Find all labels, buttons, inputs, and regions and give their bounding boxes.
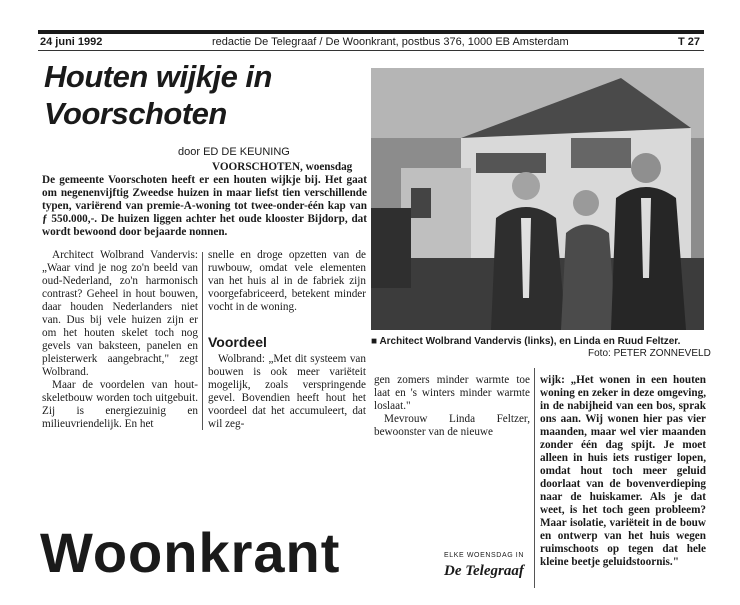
col2-paragraph: snelle en droge opzetten van de ruwbouw, omdat vele elementen van het huis al in de fabriek zijn voorgefabriceerd, betekent minder vocht in de woning. xyxy=(208,249,366,313)
title-line-1: Houten wijkje in xyxy=(44,59,272,94)
col1-paragraph: Maar de voordelen van hout-skeletbouw worden toch uitgebuit. Zij is energiezuinig en milieuvriendelijk. En het xyxy=(42,379,198,430)
page-number: T 27 xyxy=(678,36,701,48)
header-rule xyxy=(38,30,704,34)
column-divider xyxy=(534,368,535,588)
lead-paragraph xyxy=(42,161,367,239)
photo-credit: Foto: PETER ZONNEVELD xyxy=(588,348,711,359)
byline: door ED DE KEUNING xyxy=(178,146,290,158)
caption-text: ■ Architect Wolbrand Vandervis (links), en Linda en Ruud Feltzer. xyxy=(371,336,681,347)
column-divider xyxy=(202,252,203,430)
column-2 xyxy=(208,249,366,314)
masthead-tagline: ELKE WOENSDAG IN xyxy=(444,552,525,559)
col4-paragraph: wijk: „Het wonen in een houten woning en zeker in deze omgeving, in de nabijheid van een bos, sprak ons aan. Wij wonen hier pas vier maanden, maar wel vier maanden zonder één dag spijt. Je moet alleen in huis iets rustiger lopen, omdat hout toch meer geluid doorlaat van de bovenverdieping naar de huiskamer. Als je dat weet, is het toch geen probleem? Maar isolatie, variëteit in de bouw en ontwerp van het huis wegen ruimschoots op tegen dat hele kleine beetje geluidstoornis." xyxy=(540,374,706,568)
article-photo xyxy=(371,68,704,330)
header-underline xyxy=(38,50,704,51)
column-4 xyxy=(540,374,706,569)
col2-paragraph: Wolbrand: „Met dit systeem van bouwen is ook meer variëteit mogelijk, zoals verspringende gevel. Bovendien heeft hout het voordeel dat het accumuleert, dat wil zeg- xyxy=(208,353,366,430)
column-2-continued xyxy=(208,353,366,431)
title-line-2: Voorschoten xyxy=(44,96,227,131)
col3-paragraph: gen zomers minder warmte toe laat en 's winters minder warmte loslaat." xyxy=(374,374,530,412)
lead-text: De gemeente Voorschoten heeft er een houten wijkje bij. Het gaat om negenenvijftig Zweedse huizen in maar liefst tien verschillende typen, variërend van premie-A-woning tot twee-onder-één kap van ƒ 550.000,-. De huizen liggen achter het oude klooster Bijdorp, dat wordt bewoond door bejaarde nonnen. xyxy=(42,174,367,238)
subheading: Voordeel xyxy=(208,334,267,350)
column-1 xyxy=(42,249,198,431)
column-3 xyxy=(374,374,530,439)
photo-caption xyxy=(371,336,704,348)
editorial-address: redactie De Telegraaf / De Woonkrant, postbus 376, 1000 EB Amsterdam xyxy=(212,36,569,48)
telegraaf-logo: De Telegraaf xyxy=(444,563,524,579)
article-title xyxy=(44,58,364,132)
col1-paragraph: Architect Wolbrand Vandervis: „Waar vind je nog zo'n beeld van oud-Nederland, zo'n harmonisch contrast? Geheel in hout bouwen, daar houden Nederlanders niet van. Dus bij vele huizen zijn er om het houten skelet toch nog gevels van baksteen, panelen en pleisterwerk aangebracht," zegt Wolbrand. xyxy=(42,249,198,378)
dateline: VOORSCHOTEN, woensdag xyxy=(212,161,353,173)
col3-paragraph: Mevrouw Linda Feltzer, bewoonster van de nieuwe xyxy=(374,413,530,438)
issue-date: 24 juni 1992 xyxy=(40,36,103,48)
woonkrant-masthead: Woonkrant xyxy=(40,521,341,584)
house-photo-illustration xyxy=(371,68,704,330)
